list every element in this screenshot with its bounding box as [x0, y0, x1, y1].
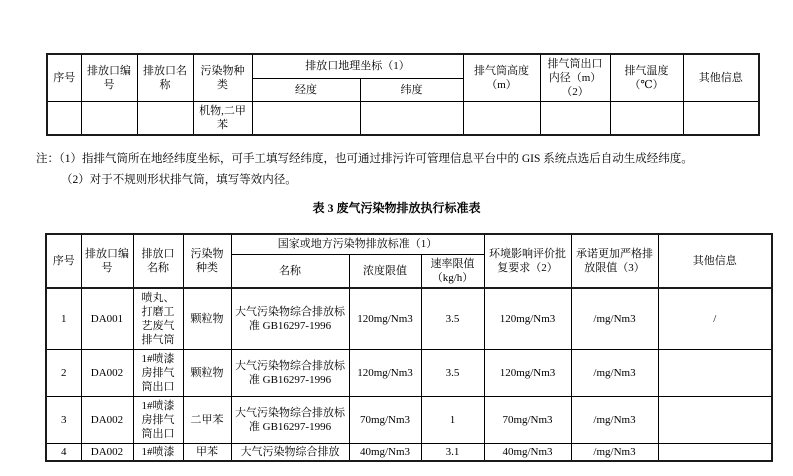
t2-cell-rate-limit: 3.1 [421, 444, 484, 462]
t1-header-other: 其他信息 [683, 54, 759, 102]
t1-header-geo-group: 排放口地理坐标（1） [252, 54, 463, 78]
t2-cell-standard-name: 大气污染物综合排放标准 GB16297-1996 [231, 397, 349, 444]
t1-cell-outlet-name [137, 102, 193, 136]
t2-cell-outlet-no: DA001 [81, 288, 133, 350]
t2-header-concentration-limit: 浓度限值 [349, 254, 421, 288]
t2-header-seq: 序号 [46, 234, 81, 288]
t1-header-longitude: 经度 [252, 78, 360, 101]
table-row [46, 350, 772, 397]
t2-cell-other [658, 397, 772, 444]
t2-cell-other [658, 444, 772, 462]
t2-header-outlet-no: 排放口编号 [81, 234, 133, 288]
t2-header-pollutant-type: 污染物种类 [183, 234, 231, 288]
t2-cell-stricter-limit: /mg/Nm3 [571, 444, 658, 462]
t1-cell-longitude [252, 102, 360, 136]
t2-cell-outlet-name: 1#喷漆房排气筒出口 [133, 397, 183, 444]
t1-cell-seq [47, 102, 81, 136]
t2-cell-seq: 1 [46, 288, 81, 350]
t2-cell-seq: 4 [46, 444, 81, 462]
footnote-line-1: 注：（1）指排气筒所在地经纬度坐标，可手工填写经纬度，也可通过排污许可管理信息平台中的 GIS 系统点选后自动生成经纬度。 [36, 153, 693, 165]
table-row [46, 288, 772, 350]
t1-header-outlet-no: 排放口编号 [81, 54, 137, 102]
t2-cell-eia-requirement: 120mg/Nm3 [484, 288, 571, 350]
t1-header-stack-diameter: 排气筒出口内径（m）（2） [540, 54, 610, 102]
t2-header-rate-limit: 速率限值（kg/h） [421, 254, 484, 288]
t1-header-gas-temperature: 排气温度（℃） [610, 54, 683, 102]
t2-cell-rate-limit: 3.5 [421, 288, 484, 350]
t2-cell-concentration-limit: 70mg/Nm3 [349, 397, 421, 444]
table3-title: 表 3 废气污染物排放执行标准表 [312, 201, 481, 215]
t2-cell-eia-requirement: 70mg/Nm3 [484, 397, 571, 444]
t2-cell-eia-requirement: 40mg/Nm3 [484, 444, 571, 462]
t2-cell-seq: 2 [46, 350, 81, 397]
t2-header-outlet-name: 排放口名称 [133, 234, 183, 288]
t2-cell-rate-limit: 1 [421, 397, 484, 444]
t2-cell-pollutant-type: 甲苯 [183, 444, 231, 462]
t2-cell-stricter-limit: /mg/Nm3 [571, 397, 658, 444]
footnote-line-2: （2）对于不规则形状排气筒，填写等效内径。 [61, 174, 297, 186]
t2-cell-pollutant-type: 颗粒物 [183, 288, 231, 350]
t2-cell-outlet-no: DA002 [81, 350, 133, 397]
t2-cell-standard-name: 大气污染物综合排放标准 GB16297-1996 [231, 350, 349, 397]
t1-cell-latitude [360, 102, 463, 136]
t1-cell-other [683, 102, 759, 136]
t2-cell-outlet-name: 1#喷漆房排气筒出口 [133, 350, 183, 397]
t2-cell-rate-limit: 3.5 [421, 350, 484, 397]
t2-cell-outlet-name: 喷丸、打磨工艺废气排气筒 [133, 288, 183, 350]
t2-cell-concentration-limit: 120mg/Nm3 [349, 350, 421, 397]
t2-cell-stricter-limit: /mg/Nm3 [571, 350, 658, 397]
t2-header-standard-group: 国家或地方污染物排放标准（1） [231, 234, 484, 254]
t2-header-eia-requirement: 环境影响评价批复要求（2） [484, 234, 571, 288]
t1-cell-stack-height [463, 102, 540, 136]
t2-cell-eia-requirement: 120mg/Nm3 [484, 350, 571, 397]
t1-header-pollutant-type: 污染物种类 [193, 54, 252, 102]
t1-header-latitude: 纬度 [360, 78, 463, 101]
t1-header-outlet-name: 排放口名称 [137, 54, 193, 102]
t2-cell-standard-name: 大气污染物综合排放标准 GB16297-1996 [231, 288, 349, 350]
t1-cell-pollutant-type: 机物,二甲苯 [193, 102, 252, 136]
t2-cell-outlet-no: DA002 [81, 444, 133, 462]
t2-cell-concentration-limit: 40mg/Nm3 [349, 444, 421, 462]
t2-cell-seq: 3 [46, 397, 81, 444]
t2-header-stricter-limit: 承诺更加严格排放限值（3） [571, 234, 658, 288]
t2-header-other: 其他信息 [658, 234, 772, 288]
outlet-info-table [46, 53, 760, 136]
t2-cell-stricter-limit: /mg/Nm3 [571, 288, 658, 350]
t2-cell-other: / [658, 288, 772, 350]
t2-cell-pollutant-type: 颗粒物 [183, 350, 231, 397]
t2-cell-outlet-name: 1#喷漆 [133, 444, 183, 462]
table-row [46, 397, 772, 444]
emission-standards-table [45, 233, 773, 462]
t2-cell-standard-name: 大气污染物综合排放 [231, 444, 349, 462]
t2-header-standard-name: 名称 [231, 254, 349, 288]
table-row [47, 102, 759, 136]
t1-header-seq: 序号 [47, 54, 81, 102]
t1-cell-outlet-no [81, 102, 137, 136]
t1-cell-stack-diameter [540, 102, 610, 136]
t2-cell-outlet-no: DA002 [81, 397, 133, 444]
footnotes [36, 149, 766, 191]
t2-cell-concentration-limit: 120mg/Nm3 [349, 288, 421, 350]
t1-cell-gas-temperature [610, 102, 683, 136]
t2-cell-pollutant-type: 二甲苯 [183, 397, 231, 444]
table-row [46, 444, 772, 462]
t1-header-stack-height: 排气筒高度（m） [463, 54, 540, 102]
t2-cell-other [658, 350, 772, 397]
